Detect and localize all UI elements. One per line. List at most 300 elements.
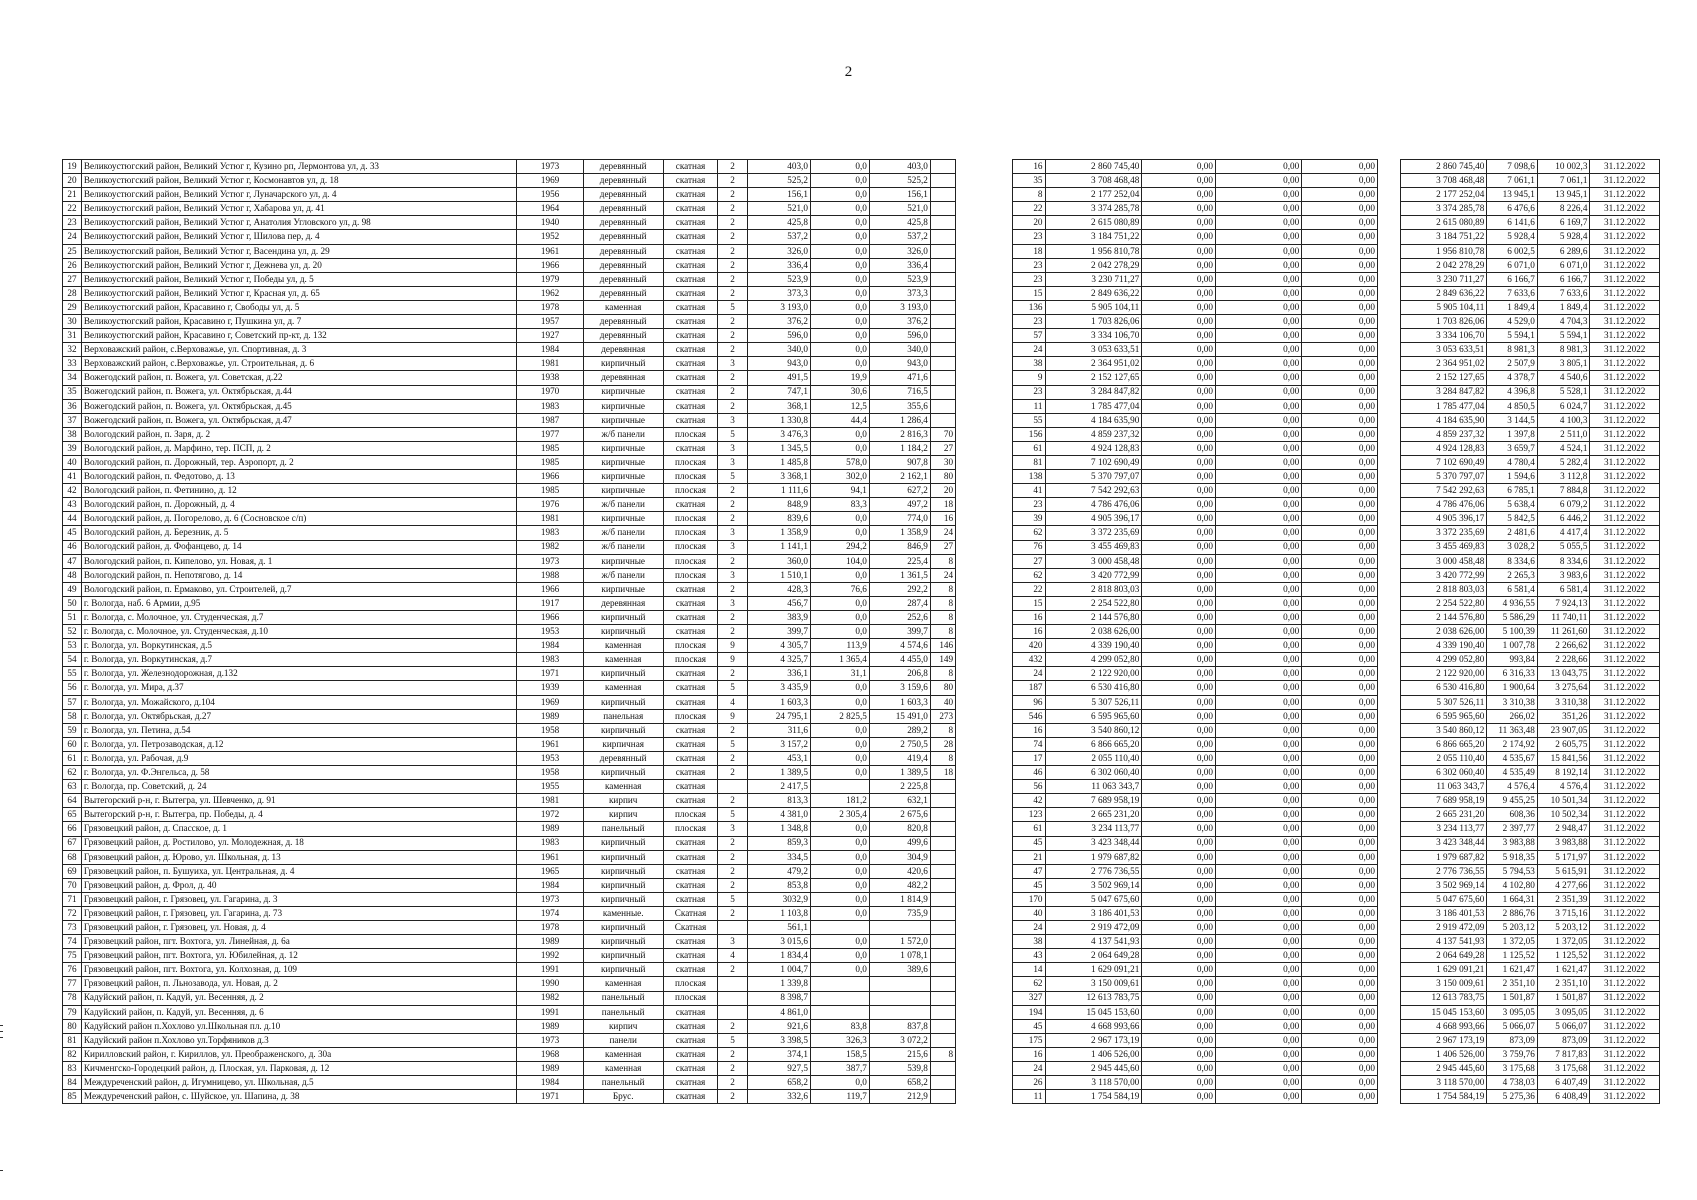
cell-apartments bbox=[930, 315, 955, 329]
cell-roof-type: плоская bbox=[663, 526, 718, 540]
cell-deadline: 31.12.2022 bbox=[1590, 794, 1660, 808]
cell-residents: 136 bbox=[1012, 300, 1045, 314]
cell-year-built: 1983 bbox=[517, 653, 583, 667]
cell-total-area: 1 339,8 bbox=[747, 977, 810, 991]
cell-funding-other: 0,00 bbox=[1302, 582, 1378, 596]
cell-roof-type: Скатная bbox=[663, 921, 718, 935]
cell-apartments: 8 bbox=[930, 1047, 955, 1061]
cell-deadline: 31.12.2022 bbox=[1590, 1047, 1660, 1061]
cell-total-cost: 4 786 476,06 bbox=[1045, 498, 1142, 512]
cell-nonresidential-area: 0,0 bbox=[810, 357, 869, 371]
cell-funding-budget: 0,00 bbox=[1215, 216, 1301, 230]
cell-residents: 16 bbox=[1012, 611, 1045, 625]
cell-residents: 22 bbox=[1012, 202, 1045, 216]
cell-funding-other: 0,00 bbox=[1302, 1062, 1378, 1076]
cell-row-number: 72 bbox=[63, 906, 82, 920]
cell-row-number: 21 bbox=[63, 188, 82, 202]
spacer-cell bbox=[956, 794, 1013, 808]
cell-max-specific-cost: 3 983,6 bbox=[1537, 568, 1590, 582]
cell-total-area: 1 510,1 bbox=[747, 568, 810, 582]
cell-apartments bbox=[930, 808, 955, 822]
cell-row-number: 31 bbox=[63, 329, 82, 343]
cell-total-area: 3032,9 bbox=[747, 892, 810, 906]
cell-floors: 2 bbox=[718, 1047, 747, 1061]
cell-residents: 46 bbox=[1012, 766, 1045, 780]
spacer-cell bbox=[956, 300, 1013, 314]
cell-total-cost: 5 307 526,11 bbox=[1045, 695, 1142, 709]
cell-nonresidential-area: 104,0 bbox=[810, 554, 869, 568]
cell-max-specific-cost: 5 055,5 bbox=[1537, 540, 1590, 554]
cell-apartments: 18 bbox=[930, 766, 955, 780]
cell-nonresidential-area bbox=[810, 780, 869, 794]
cell-wall-material: кирпичный bbox=[583, 695, 663, 709]
cell-total-cost: 4 668 993,66 bbox=[1045, 1019, 1142, 1033]
table-row bbox=[63, 878, 1660, 892]
cell-address: Великоустюгский район, Великий Устюг г, Луначарского ул, д. 4 bbox=[81, 188, 517, 202]
cell-apartments: 27 bbox=[930, 540, 955, 554]
spacer-cell bbox=[956, 286, 1013, 300]
cell-funding-budget: 0,00 bbox=[1215, 794, 1301, 808]
cell-funding-owners: 4 905 396,17 bbox=[1401, 512, 1487, 526]
spacer-cell bbox=[1377, 681, 1400, 695]
cell-specific-cost: 1 849,4 bbox=[1487, 300, 1537, 314]
cell-year-built: 1970 bbox=[517, 385, 583, 399]
cell-apartments bbox=[930, 822, 955, 836]
spacer-cell bbox=[1377, 413, 1400, 427]
cell-residential-area: 907,8 bbox=[869, 455, 930, 469]
cell-funding-other: 0,00 bbox=[1302, 639, 1378, 653]
table-row bbox=[63, 160, 1660, 174]
cell-funding-fund: 0,00 bbox=[1142, 230, 1216, 244]
cell-apartments bbox=[930, 385, 955, 399]
cell-wall-material: деревянный bbox=[583, 230, 663, 244]
table-row bbox=[63, 343, 1660, 357]
cell-funding-budget: 0,00 bbox=[1215, 582, 1301, 596]
spacer-cell bbox=[1377, 695, 1400, 709]
cell-funding-fund: 0,00 bbox=[1142, 371, 1216, 385]
spacer-cell bbox=[1377, 441, 1400, 455]
cell-nonresidential-area: 0,0 bbox=[810, 892, 869, 906]
cell-row-number: 70 bbox=[63, 878, 82, 892]
spacer-cell bbox=[1377, 216, 1400, 230]
cell-funding-fund: 0,00 bbox=[1142, 343, 1216, 357]
cell-funding-owners: 3 230 711,27 bbox=[1401, 272, 1487, 286]
table-row bbox=[63, 850, 1660, 864]
cell-residential-area: 735,9 bbox=[869, 906, 930, 920]
cell-total-area: 1 004,7 bbox=[747, 963, 810, 977]
cell-total-cost: 1 979 687,82 bbox=[1045, 850, 1142, 864]
cell-wall-material: кирпичный bbox=[583, 723, 663, 737]
cell-funding-budget: 0,00 bbox=[1215, 695, 1301, 709]
cell-wall-material: кирпич bbox=[583, 1019, 663, 1033]
cell-wall-material: деревянная bbox=[583, 596, 663, 610]
cell-row-number: 55 bbox=[63, 667, 82, 681]
cell-total-area: 336,4 bbox=[747, 258, 810, 272]
cell-year-built: 1982 bbox=[517, 540, 583, 554]
cell-apartments: 28 bbox=[930, 737, 955, 751]
cell-max-specific-cost: 7 924,13 bbox=[1537, 596, 1590, 610]
cell-deadline: 31.12.2022 bbox=[1590, 582, 1660, 596]
cell-specific-cost: 4 535,67 bbox=[1487, 751, 1537, 765]
cell-roof-type: плоская bbox=[663, 991, 718, 1005]
cell-apartments bbox=[930, 413, 955, 427]
cell-max-specific-cost: 8 226,4 bbox=[1537, 202, 1590, 216]
cell-total-cost: 2 919 472,09 bbox=[1045, 921, 1142, 935]
cell-roof-type: плоская bbox=[663, 568, 718, 582]
cell-funding-budget: 0,00 bbox=[1215, 596, 1301, 610]
spacer-cell bbox=[956, 808, 1013, 822]
cell-total-area: 428,3 bbox=[747, 582, 810, 596]
cell-nonresidential-area: 0,0 bbox=[810, 329, 869, 343]
cell-roof-type: скатная bbox=[663, 737, 718, 751]
cell-residential-area: 521,0 bbox=[869, 202, 930, 216]
cell-row-number: 82 bbox=[63, 1047, 82, 1061]
cell-funding-fund: 0,00 bbox=[1142, 822, 1216, 836]
spacer-cell bbox=[956, 188, 1013, 202]
cell-funding-owners: 4 924 128,83 bbox=[1401, 441, 1487, 455]
cell-total-area: 3 398,5 bbox=[747, 1033, 810, 1047]
cell-funding-owners: 4 299 052,80 bbox=[1401, 653, 1487, 667]
cell-max-specific-cost: 2 228,66 bbox=[1537, 653, 1590, 667]
spacer-cell bbox=[956, 202, 1013, 216]
cell-row-number: 43 bbox=[63, 498, 82, 512]
cell-total-cost: 4 905 396,17 bbox=[1045, 512, 1142, 526]
cell-max-specific-cost: 4 277,66 bbox=[1537, 878, 1590, 892]
cell-wall-material: кирпичный bbox=[583, 850, 663, 864]
cell-funding-budget: 0,00 bbox=[1215, 808, 1301, 822]
cell-nonresidential-area: 0,0 bbox=[810, 864, 869, 878]
cell-funding-fund: 0,00 bbox=[1142, 1076, 1216, 1090]
cell-total-cost: 5 370 797,07 bbox=[1045, 470, 1142, 484]
cell-funding-fund: 0,00 bbox=[1142, 357, 1216, 371]
cell-wall-material: кирпичные bbox=[583, 385, 663, 399]
cell-total-cost: 1 785 477,04 bbox=[1045, 399, 1142, 413]
cell-address: Великоустюгский район, Великий Устюг г, Хабарова ул, д. 41 bbox=[81, 202, 517, 216]
table-row bbox=[63, 385, 1660, 399]
cell-floors: 3 bbox=[718, 413, 747, 427]
table-row bbox=[63, 935, 1660, 949]
cell-funding-other: 0,00 bbox=[1302, 498, 1378, 512]
table-row bbox=[63, 441, 1660, 455]
cell-specific-cost: 4 780,4 bbox=[1487, 455, 1537, 469]
spacer-cell bbox=[956, 1005, 1013, 1019]
cell-funding-other: 0,00 bbox=[1302, 1047, 1378, 1061]
cell-row-number: 59 bbox=[63, 723, 82, 737]
cell-deadline: 31.12.2022 bbox=[1590, 385, 1660, 399]
cell-funding-owners: 6 595 965,60 bbox=[1401, 709, 1487, 723]
cell-wall-material: кирпичные bbox=[583, 554, 663, 568]
cell-max-specific-cost: 3 275,64 bbox=[1537, 681, 1590, 695]
cell-address: Грязовецкий район, г. Грязовец, ул. Гагарина, д. 3 bbox=[81, 892, 517, 906]
cell-residential-area: 399,7 bbox=[869, 625, 930, 639]
cell-funding-budget: 0,00 bbox=[1215, 300, 1301, 314]
cell-residential-area: 373,3 bbox=[869, 286, 930, 300]
cell-nonresidential-area: 0,0 bbox=[810, 611, 869, 625]
cell-specific-cost: 4 529,0 bbox=[1487, 315, 1537, 329]
cell-address: Вологодский район, п. Дорожный, д. 4 bbox=[81, 498, 517, 512]
cell-roof-type: скатная bbox=[663, 892, 718, 906]
cell-specific-cost: 3 144,5 bbox=[1487, 413, 1537, 427]
cell-residential-area: 1 572,0 bbox=[869, 935, 930, 949]
cell-max-specific-cost: 23 907,05 bbox=[1537, 723, 1590, 737]
cell-floors: 2 bbox=[718, 766, 747, 780]
spacer-cell bbox=[956, 230, 1013, 244]
cell-residents: 62 bbox=[1012, 526, 1045, 540]
cell-max-specific-cost: 13 945,1 bbox=[1537, 188, 1590, 202]
cell-funding-owners: 2 919 472,09 bbox=[1401, 921, 1487, 935]
cell-nonresidential-area bbox=[810, 977, 869, 991]
cell-deadline: 31.12.2022 bbox=[1590, 653, 1660, 667]
cell-max-specific-cost: 4 524,1 bbox=[1537, 441, 1590, 455]
cell-residents: 16 bbox=[1012, 625, 1045, 639]
cell-total-area: 3 193,0 bbox=[747, 300, 810, 314]
cell-total-area: 943,0 bbox=[747, 357, 810, 371]
cell-funding-fund: 0,00 bbox=[1142, 441, 1216, 455]
cell-roof-type: скатная bbox=[663, 371, 718, 385]
cell-deadline: 31.12.2022 bbox=[1590, 935, 1660, 949]
cell-address: Верховажский район, с.Верховажье, ул. Спортивная, д. 3 bbox=[81, 343, 517, 357]
cell-roof-type: скатная bbox=[663, 667, 718, 681]
cell-max-specific-cost: 873,09 bbox=[1537, 1033, 1590, 1047]
cell-address: Кичменгско-Городецкий район, д. Плоская, ул. Парковая, д. 12 bbox=[81, 1062, 517, 1076]
cell-total-cost: 4 924 128,83 bbox=[1045, 441, 1142, 455]
cell-address: г. Вологда, ул. Петрозаводская, д.12 bbox=[81, 737, 517, 751]
cell-funding-budget: 0,00 bbox=[1215, 751, 1301, 765]
cell-residents: 138 bbox=[1012, 470, 1045, 484]
cell-total-cost: 2 038 626,00 bbox=[1045, 625, 1142, 639]
table-row bbox=[63, 216, 1660, 230]
cell-floors: 2 bbox=[718, 498, 747, 512]
cell-residents: 187 bbox=[1012, 681, 1045, 695]
cell-funding-other: 0,00 bbox=[1302, 526, 1378, 540]
cell-funding-fund: 0,00 bbox=[1142, 878, 1216, 892]
cell-specific-cost: 1 372,05 bbox=[1487, 935, 1537, 949]
spacer-cell bbox=[956, 906, 1013, 920]
cell-row-number: 28 bbox=[63, 286, 82, 300]
table-row bbox=[63, 836, 1660, 850]
cell-max-specific-cost: 5 928,4 bbox=[1537, 230, 1590, 244]
cell-total-cost: 12 613 783,75 bbox=[1045, 991, 1142, 1005]
cell-wall-material: панельный bbox=[583, 1076, 663, 1090]
cell-floors: 4 bbox=[718, 695, 747, 709]
cell-wall-material: кирпич bbox=[583, 794, 663, 808]
cell-row-number: 30 bbox=[63, 315, 82, 329]
cell-funding-budget: 0,00 bbox=[1215, 611, 1301, 625]
cell-funding-fund: 0,00 bbox=[1142, 272, 1216, 286]
cell-row-number: 36 bbox=[63, 399, 82, 413]
spacer-cell bbox=[956, 977, 1013, 991]
cell-apartments bbox=[930, 188, 955, 202]
cell-nonresidential-area: 0,0 bbox=[810, 160, 869, 174]
cell-address: г. Вологда, ул. Рабочая, д.9 bbox=[81, 751, 517, 765]
cell-row-number: 80 bbox=[63, 1019, 82, 1033]
cell-year-built: 1981 bbox=[517, 357, 583, 371]
cell-row-number: 53 bbox=[63, 639, 82, 653]
cell-total-area: 453,1 bbox=[747, 751, 810, 765]
cell-floors bbox=[718, 991, 747, 1005]
cell-year-built: 1983 bbox=[517, 526, 583, 540]
cell-funding-other: 0,00 bbox=[1302, 991, 1378, 1005]
cell-deadline: 31.12.2022 bbox=[1590, 681, 1660, 695]
cell-funding-owners: 2 665 231,20 bbox=[1401, 808, 1487, 822]
cell-row-number: 66 bbox=[63, 822, 82, 836]
cell-deadline: 31.12.2022 bbox=[1590, 413, 1660, 427]
cell-funding-other: 0,00 bbox=[1302, 695, 1378, 709]
cell-deadline: 31.12.2022 bbox=[1590, 822, 1660, 836]
cell-max-specific-cost: 6 581,4 bbox=[1537, 582, 1590, 596]
cell-residents: 11 bbox=[1012, 399, 1045, 413]
cell-total-area: 1 358,9 bbox=[747, 526, 810, 540]
cell-funding-budget: 0,00 bbox=[1215, 399, 1301, 413]
cell-year-built: 1969 bbox=[517, 695, 583, 709]
spacer-cell bbox=[956, 385, 1013, 399]
cell-address: Вожегодский район, п. Вожега, ул. Октябрьская, д.47 bbox=[81, 413, 517, 427]
spacer-cell bbox=[956, 343, 1013, 357]
cell-residents: 15 bbox=[1012, 286, 1045, 300]
housing-registry-table bbox=[62, 159, 1660, 1104]
spacer-cell bbox=[1377, 808, 1400, 822]
table-row bbox=[63, 808, 1660, 822]
cell-residents: 11 bbox=[1012, 1090, 1045, 1104]
cell-row-number: 81 bbox=[63, 1033, 82, 1047]
spacer-cell bbox=[1377, 780, 1400, 794]
cell-row-number: 22 bbox=[63, 202, 82, 216]
cell-residential-area: 206,8 bbox=[869, 667, 930, 681]
cell-total-area: 747,1 bbox=[747, 385, 810, 399]
cell-year-built: 1971 bbox=[517, 667, 583, 681]
cell-funding-fund: 0,00 bbox=[1142, 455, 1216, 469]
cell-max-specific-cost: 5 171,97 bbox=[1537, 850, 1590, 864]
cell-max-specific-cost: 7 633,6 bbox=[1537, 286, 1590, 300]
cell-roof-type: скатная bbox=[663, 1019, 718, 1033]
spacer-cell bbox=[1377, 230, 1400, 244]
cell-residential-area: 1 814,9 bbox=[869, 892, 930, 906]
cell-funding-other: 0,00 bbox=[1302, 343, 1378, 357]
cell-funding-budget: 0,00 bbox=[1215, 540, 1301, 554]
cell-address: Вожегодский район, п. Вожега, ул. Октябрьская, д.44 bbox=[81, 385, 517, 399]
cell-nonresidential-area: 83,3 bbox=[810, 498, 869, 512]
cell-floors: 3 bbox=[718, 540, 747, 554]
table-row bbox=[63, 399, 1660, 413]
cell-funding-owners: 2 254 522,80 bbox=[1401, 596, 1487, 610]
cell-funding-fund: 0,00 bbox=[1142, 385, 1216, 399]
cell-year-built: 1973 bbox=[517, 1033, 583, 1047]
cell-nonresidential-area: 0,0 bbox=[810, 766, 869, 780]
spacer-cell bbox=[956, 371, 1013, 385]
cell-residents: 45 bbox=[1012, 1019, 1045, 1033]
spacer-cell bbox=[1377, 357, 1400, 371]
cell-year-built: 1989 bbox=[517, 709, 583, 723]
cell-funding-fund: 0,00 bbox=[1142, 526, 1216, 540]
cell-year-built: 1989 bbox=[517, 1062, 583, 1076]
cell-residents: 35 bbox=[1012, 174, 1045, 188]
cell-floors: 2 bbox=[718, 385, 747, 399]
cell-deadline: 31.12.2022 bbox=[1590, 1005, 1660, 1019]
cell-wall-material: кирпичный bbox=[583, 878, 663, 892]
cell-funding-other: 0,00 bbox=[1302, 357, 1378, 371]
cell-residential-area: 632,1 bbox=[869, 794, 930, 808]
cell-apartments bbox=[930, 780, 955, 794]
cell-funding-owners: 3 420 772,99 bbox=[1401, 568, 1487, 582]
cell-apartments bbox=[930, 286, 955, 300]
cell-funding-owners: 15 045 153,60 bbox=[1401, 1005, 1487, 1019]
cell-deadline: 31.12.2022 bbox=[1590, 1033, 1660, 1047]
cell-floors: 9 bbox=[718, 709, 747, 723]
cell-row-number: 65 bbox=[63, 808, 82, 822]
cell-residents: 38 bbox=[1012, 357, 1045, 371]
cell-address: Вологодский район, д. Березник, д. 5 bbox=[81, 526, 517, 540]
cell-total-cost: 1 406 526,00 bbox=[1045, 1047, 1142, 1061]
cell-specific-cost: 3 310,38 bbox=[1487, 695, 1537, 709]
cell-year-built: 1961 bbox=[517, 737, 583, 751]
cell-nonresidential-area: 0,0 bbox=[810, 737, 869, 751]
cell-row-number: 69 bbox=[63, 864, 82, 878]
cell-specific-cost: 3 759,76 bbox=[1487, 1047, 1537, 1061]
cell-funding-owners: 4 339 190,40 bbox=[1401, 639, 1487, 653]
cell-funding-budget: 0,00 bbox=[1215, 512, 1301, 526]
cell-apartments bbox=[930, 949, 955, 963]
cell-nonresidential-area: 294,2 bbox=[810, 540, 869, 554]
cell-deadline: 31.12.2022 bbox=[1590, 850, 1660, 864]
cell-deadline: 31.12.2022 bbox=[1590, 864, 1660, 878]
spacer-cell bbox=[956, 850, 1013, 864]
cell-row-number: 38 bbox=[63, 427, 82, 441]
cell-funding-other: 0,00 bbox=[1302, 822, 1378, 836]
cell-address: Вологодский район, п. Фетинино, д. 12 bbox=[81, 484, 517, 498]
cell-funding-other: 0,00 bbox=[1302, 188, 1378, 202]
cell-year-built: 1957 bbox=[517, 315, 583, 329]
cell-funding-fund: 0,00 bbox=[1142, 667, 1216, 681]
cell-apartments: 8 bbox=[930, 625, 955, 639]
cell-deadline: 31.12.2022 bbox=[1590, 639, 1660, 653]
cell-specific-cost: 4 576,4 bbox=[1487, 780, 1537, 794]
cell-total-cost: 4 184 635,90 bbox=[1045, 413, 1142, 427]
margin-mark bbox=[0, 1170, 3, 1171]
cell-funding-owners: 3 284 847,82 bbox=[1401, 385, 1487, 399]
cell-total-area: 376,2 bbox=[747, 315, 810, 329]
cell-year-built: 1961 bbox=[517, 244, 583, 258]
cell-specific-cost: 3 095,05 bbox=[1487, 1005, 1537, 1019]
cell-residents: 8 bbox=[1012, 188, 1045, 202]
cell-roof-type: скатная bbox=[663, 357, 718, 371]
cell-funding-budget: 0,00 bbox=[1215, 371, 1301, 385]
cell-address: г. Вологда, пр. Советский, д. 24 bbox=[81, 780, 517, 794]
spacer-cell bbox=[956, 568, 1013, 582]
cell-year-built: 1955 bbox=[517, 780, 583, 794]
cell-apartments: 16 bbox=[930, 512, 955, 526]
cell-residential-area: 1 078,1 bbox=[869, 949, 930, 963]
cell-roof-type: скатная bbox=[663, 230, 718, 244]
cell-wall-material: кирпичные bbox=[583, 582, 663, 596]
cell-funding-other: 0,00 bbox=[1302, 850, 1378, 864]
cell-residents: 24 bbox=[1012, 343, 1045, 357]
cell-deadline: 31.12.2022 bbox=[1590, 963, 1660, 977]
cell-total-cost: 2 776 736,55 bbox=[1045, 864, 1142, 878]
spacer-cell bbox=[1377, 286, 1400, 300]
cell-year-built: 1989 bbox=[517, 822, 583, 836]
cell-max-specific-cost: 4 540,6 bbox=[1537, 371, 1590, 385]
cell-residents: 23 bbox=[1012, 315, 1045, 329]
table-row bbox=[63, 1005, 1660, 1019]
cell-floors: 5 bbox=[718, 892, 747, 906]
cell-specific-cost: 5 275,36 bbox=[1487, 1090, 1537, 1104]
spacer-cell bbox=[1377, 625, 1400, 639]
cell-total-cost: 2 849 636,22 bbox=[1045, 286, 1142, 300]
cell-funding-budget: 0,00 bbox=[1215, 202, 1301, 216]
cell-roof-type: плоская bbox=[663, 554, 718, 568]
cell-residential-area bbox=[869, 977, 930, 991]
cell-funding-budget: 0,00 bbox=[1215, 188, 1301, 202]
